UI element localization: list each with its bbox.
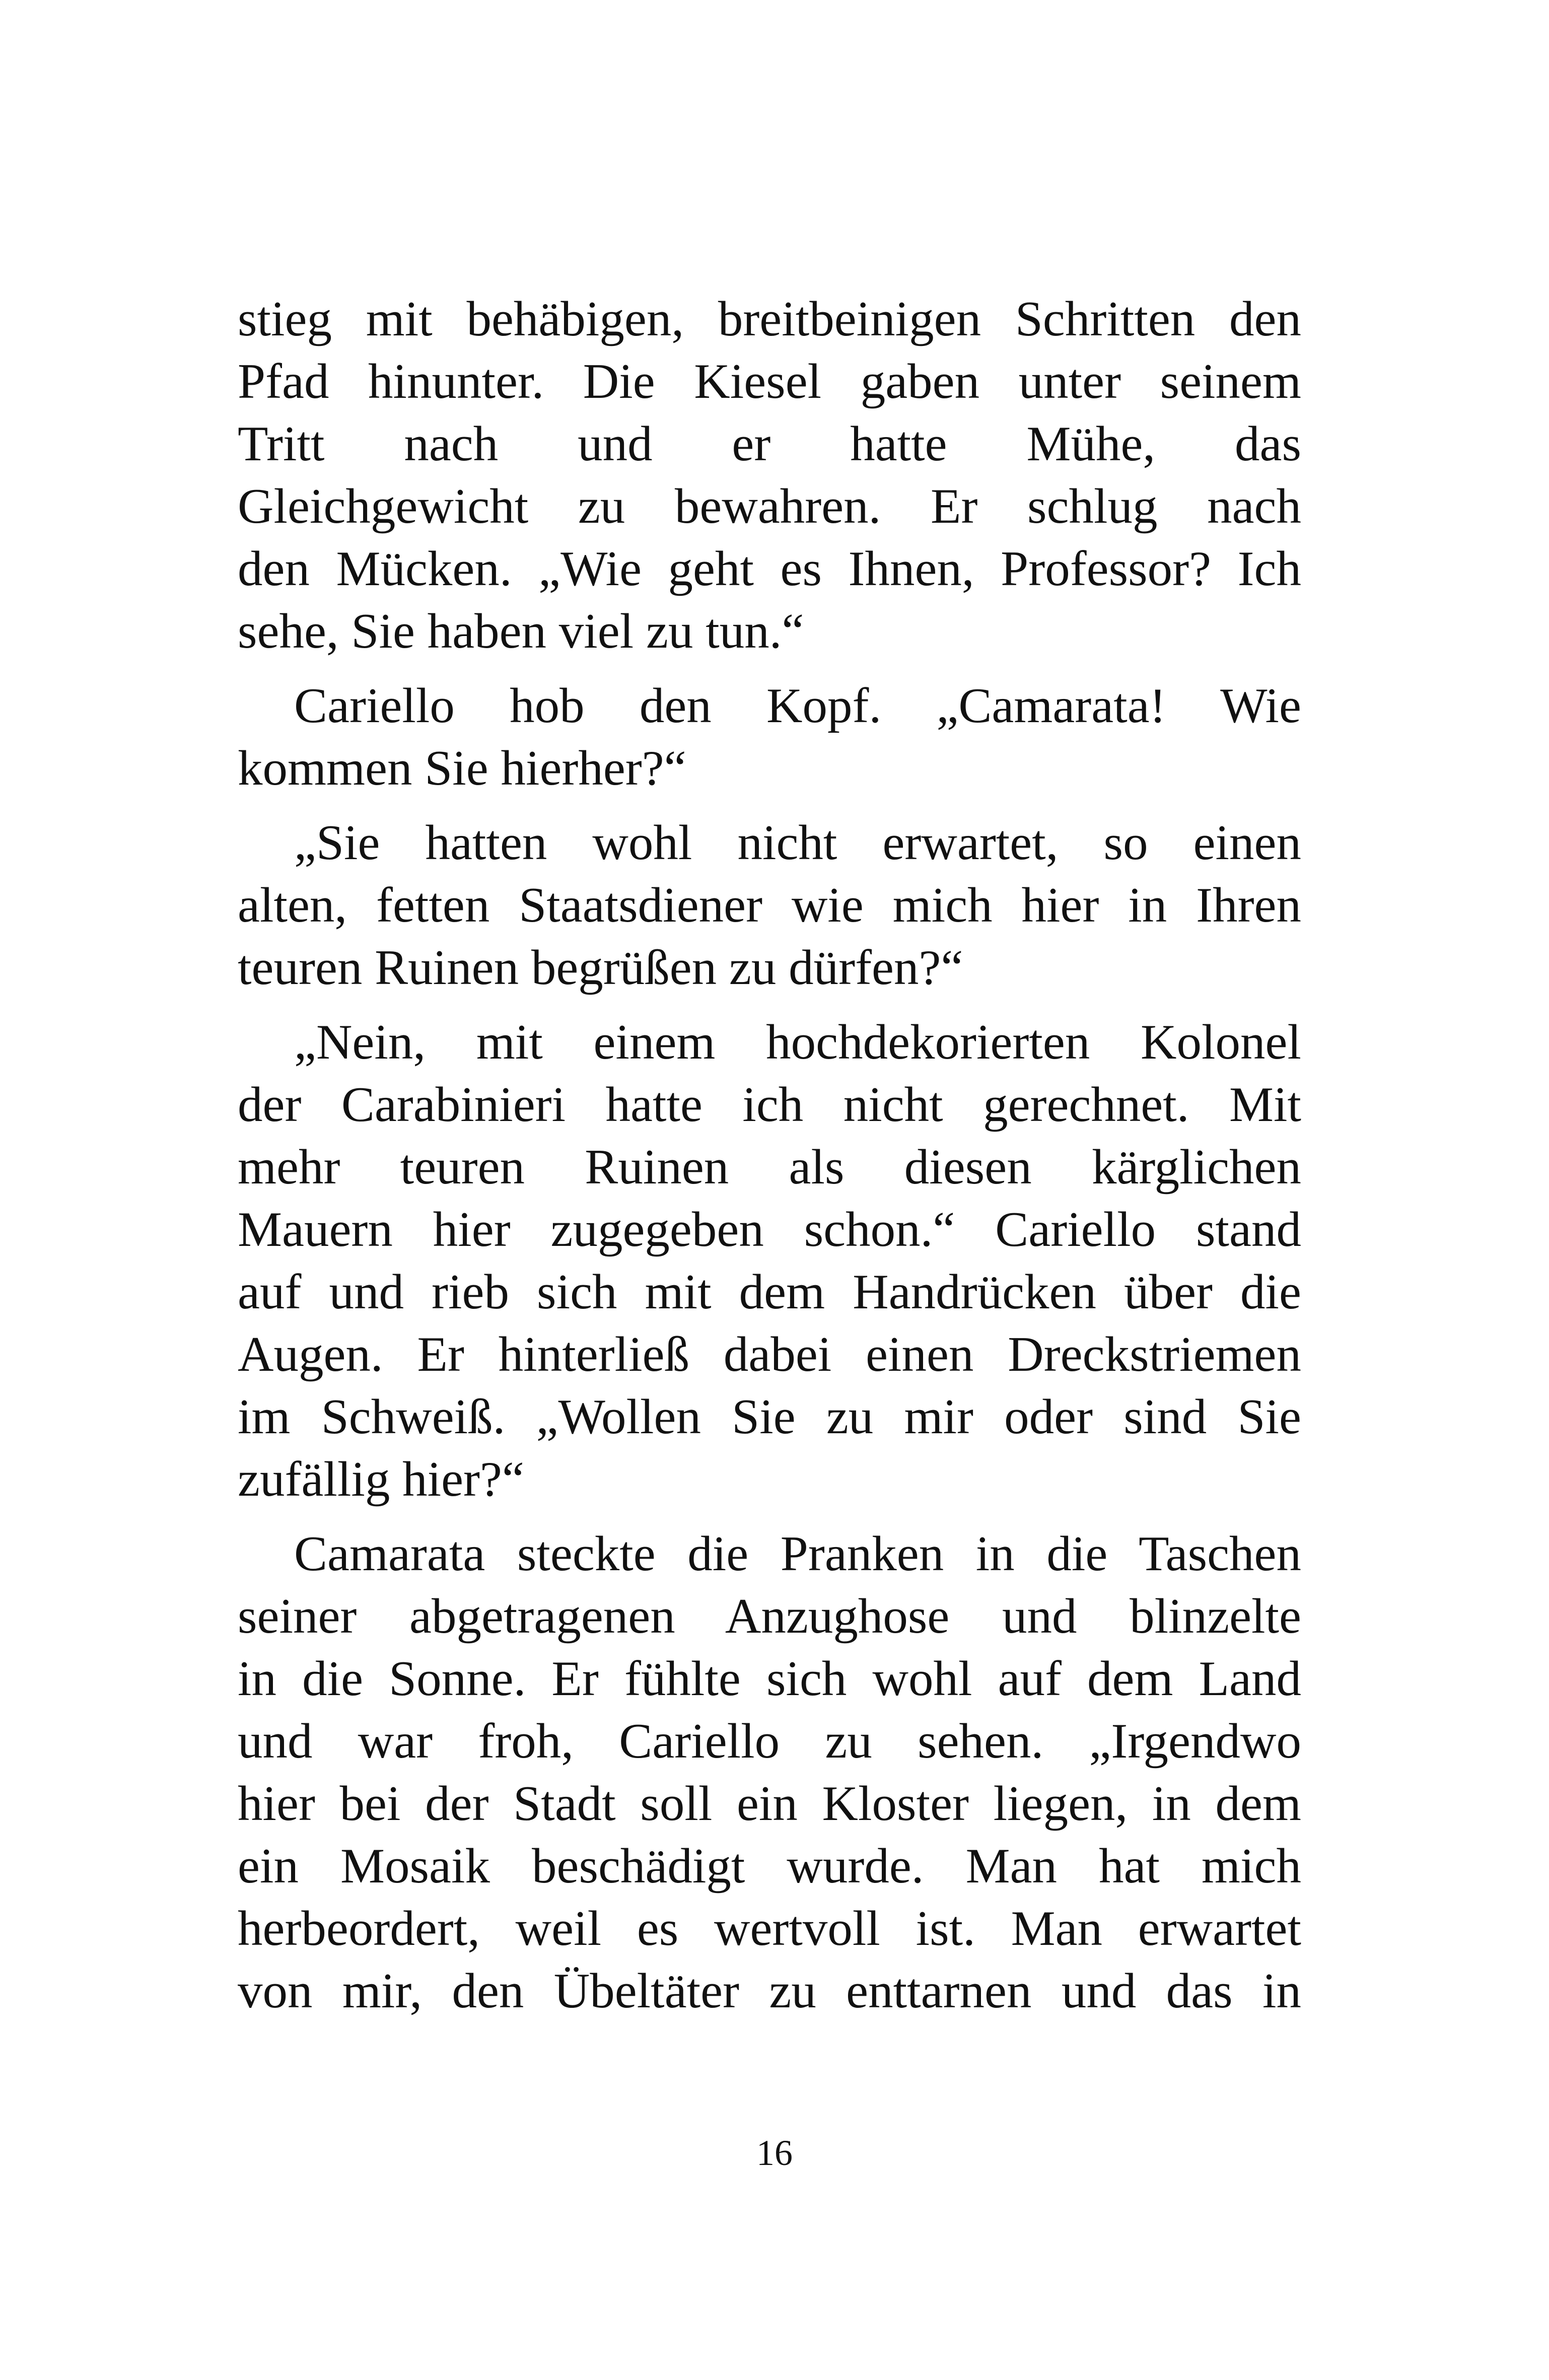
text-line: zufällig hier?“ [238, 1452, 524, 1507]
text-line: Camarata steckte die Pranken in die Taschen [294, 1526, 1301, 1581]
text-line: im Schweiß. „Wollen Sie zu mir oder sind Sie [238, 1389, 1301, 1444]
text-line: herbeordert, weil es wertvoll ist. Man erwartet [238, 1901, 1301, 1956]
paragraph [238, 675, 1301, 800]
paragraph [238, 1523, 1301, 2022]
text-line: in die Sonne. Er fühlte sich wohl auf dem Land [238, 1651, 1301, 1706]
page-number: 16 [756, 2133, 793, 2173]
paragraph [238, 1011, 1301, 1511]
text-line: sehe, Sie haben viel zu tun.“ [238, 604, 804, 659]
text-line: Tritt nach und er hatte Mühe, das [238, 416, 1301, 471]
text-line: hier bei der Stadt soll ein Kloster liegen, in dem [238, 1776, 1301, 1831]
text-line: der Carabinieri hatte ich nicht gerechnet. Mit [238, 1077, 1301, 1132]
text-line: Cariello hob den Kopf. „Camarata! Wie [294, 678, 1301, 733]
text-line: auf und rieb sich mit dem Handrücken über die [238, 1265, 1301, 1319]
text-line: stieg mit behäbigen, breitbeinigen Schritten den [238, 292, 1301, 346]
text-line: „Nein, mit einem hochdekorierten Kolonel [294, 1015, 1301, 1070]
text-line: „Sie hatten wohl nicht erwartet, so einen [294, 815, 1301, 870]
text-line: mehr teuren Ruinen als diesen kärglichen [238, 1140, 1301, 1195]
text-line: alten, fetten Staatsdiener wie mich hier in Ihren [238, 878, 1301, 933]
text-line: den Mücken. „Wie geht es Ihnen, Professor? Ich [238, 541, 1301, 596]
text-line: und war froh, Cariello zu sehen. „Irgendwo [238, 1714, 1301, 1769]
text-line: teuren Ruinen begrüßen zu dürfen?“ [238, 940, 963, 995]
text-line: von mir, den Übeltäter zu enttarnen und das in [238, 1964, 1301, 2018]
text-line: Mauern hier zugegeben schon.“ Cariello stand [238, 1202, 1301, 1257]
text-line: Augen. Er hinterließ dabei einen Dreckstriemen [238, 1327, 1301, 1382]
text-line: ein Mosaik beschädigt wurde. Man hat mich [238, 1839, 1301, 1894]
text-line: Gleichgewicht zu bewahren. Er schlug nach [238, 479, 1301, 534]
paragraph [238, 812, 1301, 999]
paragraph [238, 288, 1301, 663]
text-line: kommen Sie hierher?“ [238, 741, 686, 796]
body-text [238, 288, 1301, 2035]
text-line: Pfad hinunter. Die Kiesel gaben unter seinem [238, 354, 1301, 409]
text-line: seiner abgetragenen Anzughose und blinzelte [238, 1589, 1301, 1644]
